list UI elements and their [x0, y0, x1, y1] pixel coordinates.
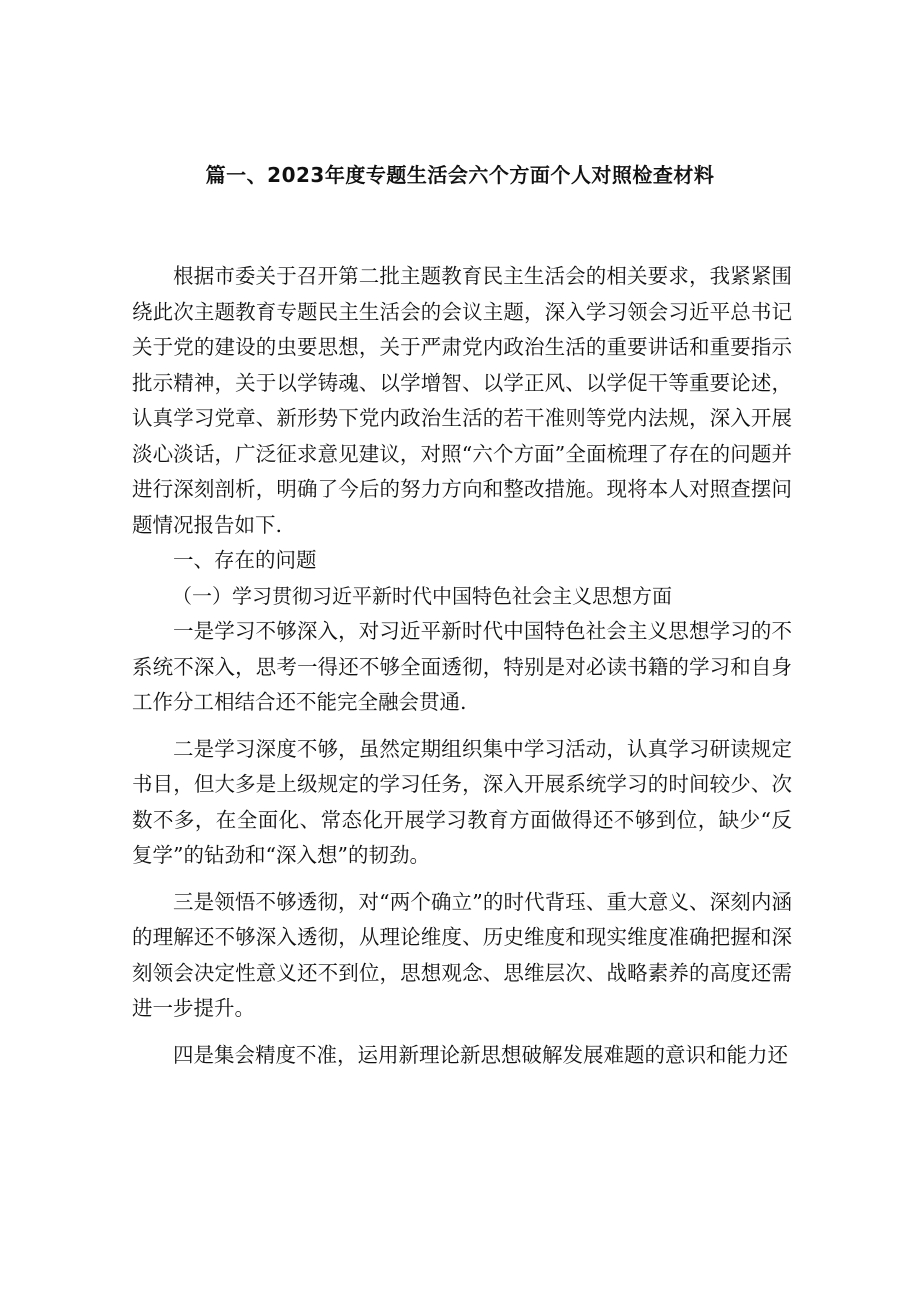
point-paragraph-3: 三是领悟不够透彻，对“两个确立”的时代背珏、重大意义、深刻内涵的理解还不够深入透彻，从理论维度、历史维度和现实维度准确把握和深刻领会决定性意义还不到位，思想观念、思维层次、战略素养的高度还需进一步提升。 [132, 889, 792, 1020]
point-paragraph-4: 四是集会精度不准，运用新理论新思想破解发展难题的意识和能力还 [173, 1042, 788, 1067]
intro-paragraph: 根据市委关于召开第二批主题教育民主生活会的相关要求，我紧紧围绕此次主题教育专题民主生活会的会议主题，深入学习领会习近平总书记关于党的建设的虫要思想，关于严肃党内政治生活的重要讲话和重要指示批示精神，关于以学铸魂、以学增智、以学正风、以学促干等重要论述，认真学习党章、新形势下党内政治生活的若干准则等党内法规，深入开展淡心淡话，广泛征求意见建议，对照“六个方面”全面梳理了存在的问题并进行深刻剖析，明确了今后的努力方向和整改措施。现将本人对照查摆问题情况报告如下. [132, 264, 792, 537]
document-title: 篇一、2023年度专题生活会六个方面个人对照检查材料 [205, 163, 715, 187]
point-paragraph-1: 一是学习不够深入，对习近平新时代中国特色社会主义思想学习的不系统不深入，思考一得还不够全面透彻，特别是对必读书籍的学习和自身工作分工相结合还不能完全融会贯通. [132, 619, 792, 714]
subsection-heading-study: （一）学习贯彻习近平新时代中国特色社会主义思想方面 [172, 583, 672, 608]
section-heading-problems: 一、存在的问题 [173, 548, 317, 572]
document-body [132, 259, 792, 1073]
point-paragraph-2: 二是学习深度不够，虽然定期组织集中学习活动，认真学习研读规定书目，但大多是上级规定的学习任务，深入开展系统学习的时间较少、次数不多，在全面化、常态化开展学习教育方面做得还不够到位，缺少“反复学”的钻劲和“深入想”的韧劲。 [132, 736, 792, 867]
